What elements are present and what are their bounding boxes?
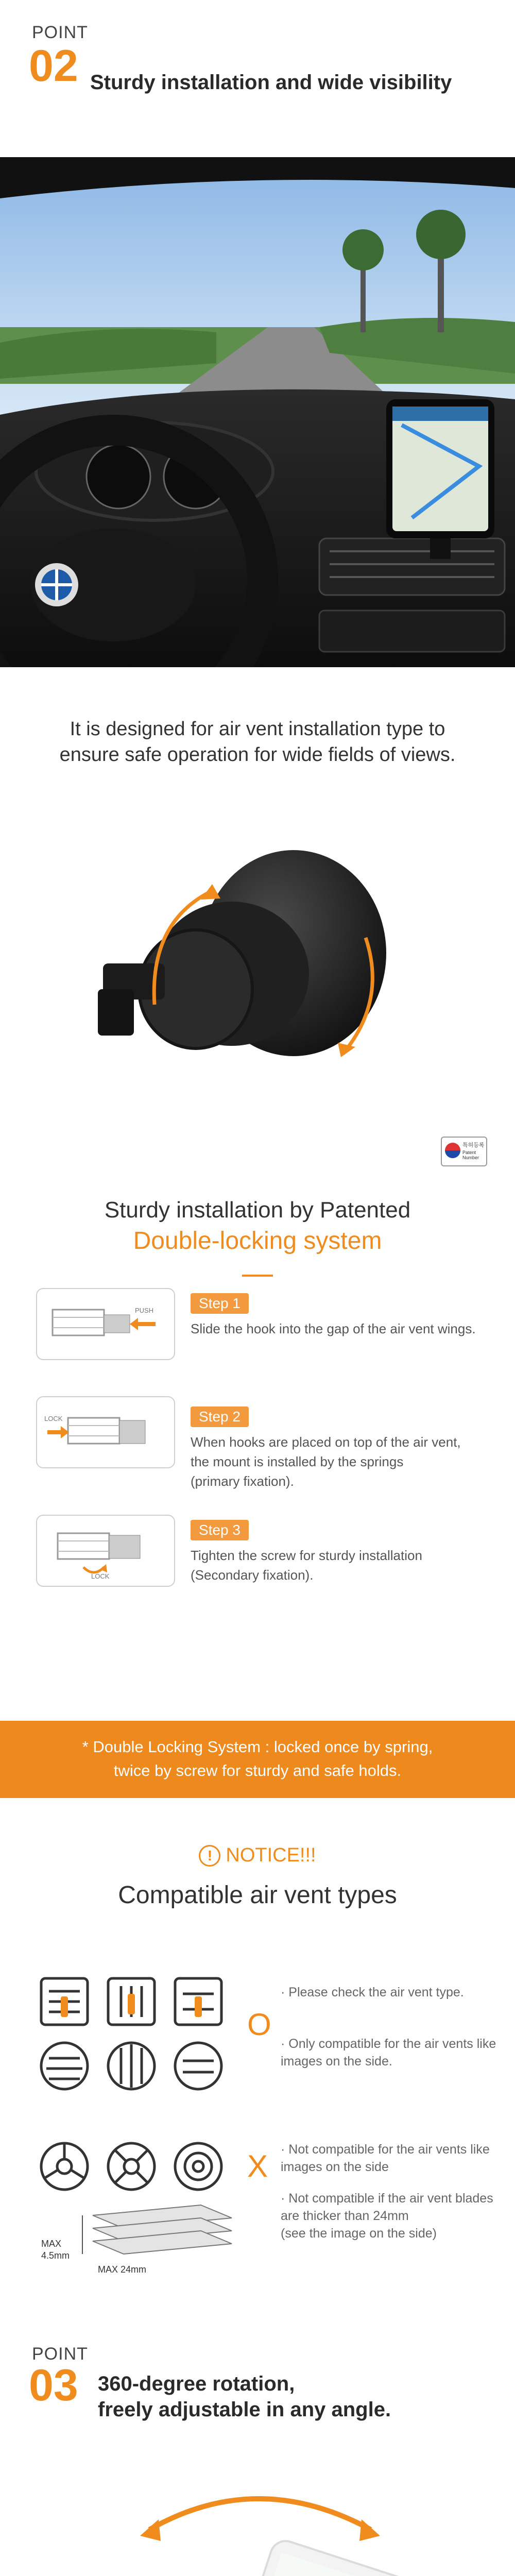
step-1-text: [191, 1319, 500, 1338]
banner-line-2: twice by screw for sturdy and safe holds.: [113, 1761, 402, 1780]
point-number: 02: [29, 41, 78, 91]
patent-badge-line-2: Patent Number: [462, 1150, 479, 1160]
notice-title-row: [199, 1844, 316, 1867]
x-note-1b: images on the side: [281, 2160, 389, 2174]
intro-line-1: It is designed for air vent installation type to: [70, 718, 445, 740]
compatible-mark: O: [247, 2007, 271, 2042]
max-width: MAX 24mm: [98, 2264, 147, 2275]
step-2-line-1: When hooks are placed on top of the air vent,: [191, 1434, 461, 1450]
point03-title-1: 360-degree rotation,: [98, 2372, 295, 2395]
ok-note-2b: images on the side.: [281, 2054, 392, 2069]
point02-header: [0, 15, 515, 113]
intro-text: [0, 716, 515, 768]
patent-badge-line-1: 특허등록: [462, 1142, 485, 1148]
step-2-illustration: [36, 1396, 175, 1468]
step-1-badge: Step 1: [191, 1293, 249, 1314]
push-label: PUSH: [135, 1307, 154, 1314]
point-title: Sturdy installation and wide visibility: [90, 71, 452, 94]
step-2-badge: Step 2: [191, 1406, 249, 1427]
notice-title: NOTICE!!!: [226, 1844, 316, 1866]
step-2-line-2: the mount is installed by the springs: [191, 1454, 404, 1469]
compatible-vent-icons: [36, 1973, 232, 2097]
intro-line-2: ensure safe operation for wide fields of views.: [59, 744, 456, 766]
stacked-blades-icon: [72, 2200, 242, 2272]
orange-divider: [242, 1275, 273, 1277]
rotation-phone-image: [72, 2473, 443, 2576]
point03-title-2: freely adjustable in any angle.: [98, 2398, 391, 2421]
compatible-vent-grid: [36, 1973, 232, 2097]
ok-note-2a: · Only compatible for the air vents like: [281, 2037, 496, 2051]
x-note-1a: · Not compatible for the air vents like: [281, 2142, 490, 2157]
notice-subtitle: Compatible air vent types: [118, 1882, 397, 1909]
step-3-line-2: (Secondary fixation).: [191, 1567, 314, 1583]
step-3-badge: Step 3: [191, 1520, 249, 1540]
double-locking-banner: [0, 1721, 515, 1798]
korea-flag-icon: [445, 1143, 460, 1158]
x-note-2c: (see the image on the side): [281, 2226, 437, 2241]
hook-lock-icon: [37, 1397, 174, 1467]
lock-label-3: LOCK: [91, 1572, 110, 1580]
max-thickness: 4.5mm: [41, 2250, 70, 2261]
ok-note-1: · Please check the air vent type.: [281, 1985, 464, 1999]
step-3-text: [191, 1546, 500, 1585]
hook-push-icon: [37, 1289, 174, 1359]
point03-label: POINT: [32, 2344, 88, 2364]
step-3-illustration: [36, 1515, 175, 1587]
x-note-2a: · Not compatible if the air vent blades: [281, 2191, 493, 2206]
step-1-illustration: [36, 1288, 175, 1360]
banner-line-1: * Double Locking System : locked once by spring,: [82, 1738, 433, 1756]
patent-badge: [441, 1137, 487, 1166]
rotating-phone-illustration: [72, 2473, 443, 2576]
incompatible-vent-icons: [36, 2138, 232, 2195]
blade-thickness-diagram: [72, 2200, 242, 2272]
incompatible-vent-row: [36, 2138, 232, 2195]
notice-heading: [0, 1844, 515, 1909]
exclamation-icon: !: [199, 1845, 220, 1867]
step-3-line-1: Tighten the screw for sturdy installation: [191, 1548, 422, 1563]
point03-number: 03: [29, 2361, 78, 2410]
mount-product-image: [77, 835, 438, 1123]
incompatible-mark: X: [247, 2149, 268, 2183]
x-note-2b: are thicker than 24mm: [281, 2209, 409, 2223]
car-interior-illustration: [0, 157, 515, 667]
step-2-text: [191, 1432, 500, 1491]
car-interior-photo: [0, 157, 515, 667]
max-label: MAX: [41, 2239, 62, 2249]
double-lock-title-2: Double-locking system: [133, 1227, 382, 1255]
double-lock-title-1: Sturdy installation by Patented: [104, 1197, 411, 1223]
point03-header: [0, 2344, 515, 2442]
mount-illustration: [77, 835, 438, 1123]
step-1-line-1: Slide the hook into the gap of the air vent wings.: [191, 1321, 476, 1336]
lock-label-2: LOCK: [44, 1415, 63, 1422]
double-lock-heading: [0, 1195, 515, 1277]
step-2-line-3: (primary fixation).: [191, 1473, 294, 1489]
point-label: POINT: [32, 23, 88, 42]
